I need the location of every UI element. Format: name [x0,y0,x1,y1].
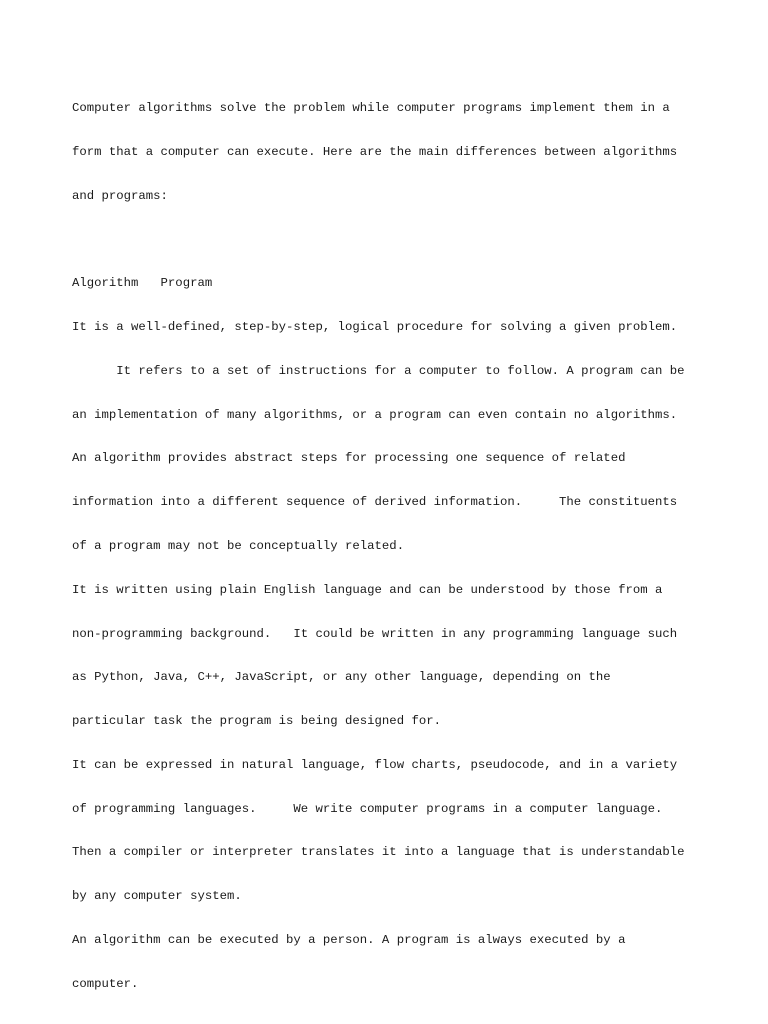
body-line: of a program may not be conceptually related. [72,539,405,553]
body-line: of programming languages. We write computer programs in a computer language. [72,801,663,816]
body-line: An algorithm provides abstract steps for processing one sequence of related [72,451,626,466]
table-header: Algorithm Program [72,276,213,291]
intro-line: form that a computer can execute. Here are the main differences between algorithms [72,144,678,159]
intro-line: and programs: [72,188,168,203]
body-line: Then a compiler or interpreter translates it into a language that is understandable [72,845,685,860]
body-line: as Python, Java, C++, JavaScript, or any other language, depending on the [72,670,611,685]
body-line: computer. [72,976,139,991]
body-line: by any computer system. [72,889,242,904]
body-line: particular task the program is being designed for. [72,714,441,729]
body-line: information into a different sequence of derived information. The constituents [72,495,678,510]
body-line: It is written using plain English language and can be understood by those from a [72,582,663,597]
body-line: An algorithm can be executed by a person. A program is always executed by a [72,933,626,948]
body-line: an implementation of many algorithms, or a program can even contain no algorithms. [72,407,678,422]
document-page [72,72,712,1006]
body-line: It can be expressed in natural language, flow charts, pseudocode, and in a variety [72,757,678,772]
body-line: It refers to a set of instructions for a computer to follow. A program can be [72,363,685,378]
blank-line [72,233,712,248]
body-line: It is a well-defined, step-by-step, logical procedure for solving a given problem. [72,320,678,335]
body-line: non-programming background. It could be written in any programming language such [72,626,678,641]
intro-line: Computer algorithms solve the problem while computer programs implement them in a [72,101,670,116]
